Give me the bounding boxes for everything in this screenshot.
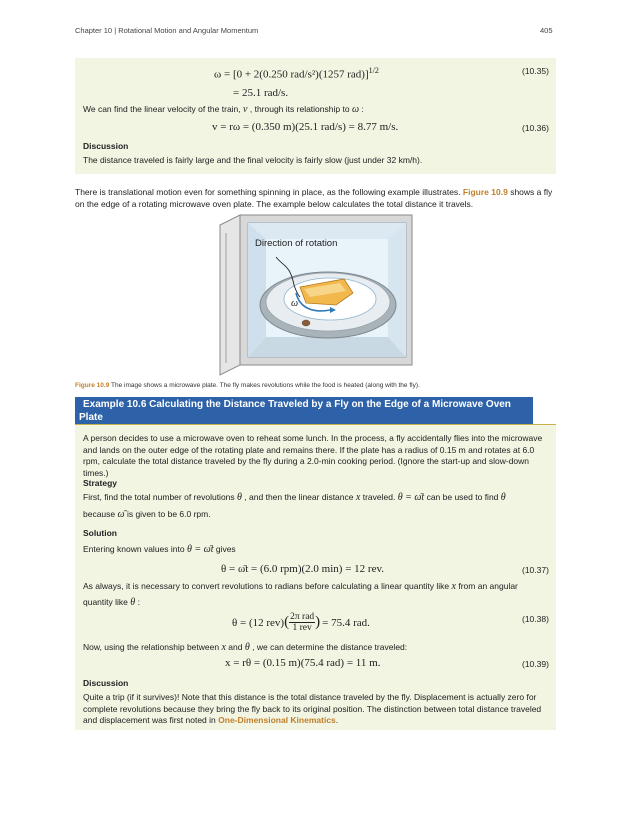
fly-icon bbox=[302, 320, 310, 326]
example-problem: A person decides to use a microwave oven to reheat some lunch. In the process, a fly accidentally flies into the microwave and lands on the outer edge of the rotating plate and remains there. If the plate has a radius of 0.15 m and rotates at 6.0 rpm, calculate the total distance traveled by the fly during a 2.0-min cooking period. (Ignore the start-up and slow-down times.) bbox=[83, 433, 543, 478]
strategy-line2: because ω̄ is given to be 6.0 rpm. bbox=[83, 509, 211, 520]
discussion-heading-top: Discussion bbox=[83, 141, 129, 151]
equation-10-37-number: (10.37) bbox=[522, 565, 549, 575]
example-divider bbox=[75, 424, 556, 425]
direction-label: Direction of rotation bbox=[255, 238, 338, 249]
equation-10-39: x = rθ = (0.15 m)(75.4 rad) = 11 m. bbox=[225, 657, 381, 669]
omega-label: ω bbox=[291, 298, 299, 309]
strategy-line1: First, find the total number of revolutions θ , and then the linear distance x traveled. θ = ω̄t can be used to find θ bbox=[83, 492, 506, 503]
one-dimensional-kinematics-link[interactable]: One-Dimensional Kinematics bbox=[218, 715, 336, 725]
page-number: 405 bbox=[540, 26, 553, 35]
chapter-header: Chapter 10 | Rotational Motion and Angular Momentum bbox=[75, 26, 259, 35]
equation-10-35-line1: ω = [0 + 2(0.250 rad/s²)(1257 rad)]$^{1/2}$ bbox=[214, 66, 379, 81]
discussion-heading: Discussion bbox=[83, 678, 129, 688]
figure-caption: Figure 10.9 The image shows a microwave plate. The fly makes revolutions while the food is heated (along with the fly). bbox=[75, 382, 420, 389]
strategy-heading: Strategy bbox=[83, 478, 118, 488]
microwave-figure bbox=[218, 213, 414, 380]
equation-10-35-number: (10.35) bbox=[522, 66, 549, 76]
now-line: Now, using the relationship between x and θ , we can determine the distance traveled: bbox=[83, 642, 408, 653]
convert-line2: quantity like θ : bbox=[83, 597, 140, 608]
convert-line1: As always, it is necessary to convert revolutions to radians before calculating a linear quantity like x from an angular bbox=[83, 581, 518, 592]
fraction-denominator: 1 rev bbox=[292, 623, 312, 633]
equation-10-36: v = rω = (0.350 m)(25.1 rad/s) = 8.77 m/s. bbox=[212, 121, 399, 133]
example-title: Example 10.6 Calculating the Distance Traveled by a Fly on the Edge of a Microwave Oven Plate bbox=[75, 397, 533, 425]
equation-10-37: θ = ω̄t = (6.0 rpm)(2.0 min) = 12 rev. bbox=[221, 563, 384, 575]
equation-10-38-number: (10.38) bbox=[522, 614, 549, 624]
solution-heading: Solution bbox=[83, 528, 117, 538]
microwave-door bbox=[220, 215, 240, 375]
equation-10-38: θ = (12 rev) ( 2π rad 1 rev ) = 75.4 rad. bbox=[232, 612, 370, 633]
equation-10-36-number: (10.36) bbox=[522, 123, 549, 133]
linear-velocity-sentence: We can find the linear velocity of the train, v , through its relationship to ω : bbox=[83, 104, 364, 115]
discussion-text: Quite a trip (if it survives)! Note that this distance is the total distance traveled by the fly. Displacement is actually zero for complete revolutions because they bring the fly back to its original position. The distinction between total distance traveled and displacement was first noted in One-Dimensional Kinematics. bbox=[83, 692, 542, 725]
intro-paragraph: There is translational motion even for something spinning in place, as the following example illustrates. Figure 10.9 shows a fly on the edge of a rotating microwave oven plate. The example below calculates the total distance it travels. bbox=[75, 187, 553, 209]
solution-intro: Entering known values into θ = ω̄t gives bbox=[83, 544, 236, 555]
figure-10-9-link[interactable]: Figure 10.9 bbox=[462, 187, 508, 197]
discussion-text-top: The distance traveled is fairly large and the final velocity is fairly slow (just under 32 km/h). bbox=[83, 155, 423, 165]
equation-10-39-number: (10.39) bbox=[522, 659, 549, 669]
fraction-numerator: 2π rad bbox=[290, 612, 315, 622]
equation-10-35-exponent: 1/2 bbox=[368, 66, 379, 75]
equation-10-35-line2: = 25.1 rad/s. bbox=[233, 87, 289, 99]
